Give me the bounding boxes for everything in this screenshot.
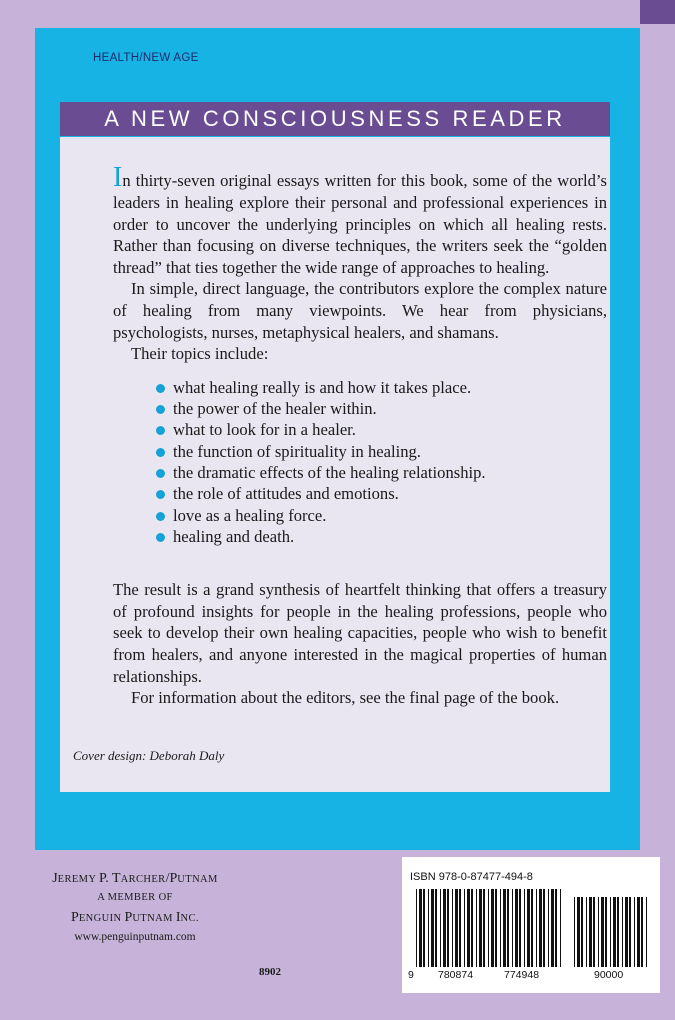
- paragraph-result: The result is a grand synthesis of heartfelt thinking that offers a treasury of profound insights for people in the healing professions, people who seek to develop their own healing capacities, people who wish to benefit from healers, and anyone interested in the magical properties of human relationships.: [113, 580, 607, 686]
- barcode-bar: [527, 889, 530, 967]
- barcode-bar: [464, 889, 465, 967]
- bullet-icon: [156, 512, 165, 521]
- publisher-name: JEREMY P. TARCHER/PUTNAM: [52, 871, 218, 886]
- list-item: the function of spirituality in healing.: [155, 441, 607, 462]
- barcode-bar: [629, 897, 631, 967]
- list-item: the power of the healer within.: [155, 398, 607, 419]
- barcode-bar: [641, 897, 643, 967]
- barcode-addon-digits: 90000: [594, 969, 624, 981]
- barcode-digits-left: 780874: [438, 969, 474, 981]
- publisher-member-line: A MEMBER OF: [97, 892, 173, 904]
- barcode-bar: [598, 897, 599, 967]
- list-item: love as a healing force.: [155, 505, 607, 526]
- bullet-icon: [156, 533, 165, 542]
- barcode-bar: [610, 897, 611, 967]
- barcode-bar: [646, 897, 647, 967]
- barcode-bar: [431, 889, 434, 967]
- list-item: what healing really is and how it takes place.: [155, 377, 607, 398]
- barcode-bar: [536, 889, 537, 967]
- barcode-bar: [560, 889, 561, 967]
- barcode-bar: [539, 889, 542, 967]
- barcode-bar: [601, 897, 604, 967]
- drop-cap: I: [113, 162, 123, 193]
- paragraph-editors: For information about the editors, see the final page of the book.: [131, 688, 560, 708]
- barcode-bar: [515, 889, 518, 967]
- barcode-digit-lead: 9: [408, 969, 414, 981]
- list-item: healing and death.: [155, 526, 607, 547]
- cover-design-credit: Cover design: Deborah Daly: [73, 748, 225, 763]
- publisher-website: www.penguinputnam.com: [74, 931, 196, 944]
- series-banner-text: A NEW CONSCIOUSNESS READER: [104, 106, 566, 131]
- paragraph-intro: In thirty-seven original essays written for this book, some of the world’s leaders in healing explore their personal and professional experiences in order to uncover the underlying principles on which all healing rests. Rather than focusing on diverse techniques, the writers seek the “golden thread” that ties together the wide range of approaches to healing.: [113, 162, 607, 277]
- barcode-bar: [467, 889, 470, 967]
- barcode-bar: [589, 897, 592, 967]
- barcode-bar: [476, 889, 477, 967]
- paragraph-topics-intro: Their topics include:: [131, 344, 269, 364]
- barcode-bar: [617, 897, 619, 967]
- barcode-bar: [625, 897, 628, 967]
- isbn-barcode: [402, 857, 660, 993]
- isbn-label: ISBN 978-0-87477-494-8: [410, 871, 533, 883]
- barcode-bar: [574, 897, 575, 967]
- price-code: 8902: [259, 966, 281, 978]
- publisher-block: [30, 869, 240, 947]
- barcode-bar: [507, 889, 509, 967]
- barcode-bar: [479, 889, 482, 967]
- barcode-bar: [577, 897, 580, 967]
- topics-list: [113, 377, 607, 547]
- bullet-icon: [156, 384, 165, 393]
- barcode-bar: [419, 889, 422, 967]
- barcode-bar: [459, 889, 461, 967]
- barcode-bar: [555, 889, 557, 967]
- barcode-bar: [581, 897, 583, 967]
- publisher-parent: PENGUIN PUTNAM INC.: [71, 909, 199, 925]
- top-right-purple-strip: [640, 0, 675, 24]
- barcode-bar: [593, 897, 595, 967]
- barcode-bar: [634, 897, 635, 967]
- bullet-icon: [156, 448, 165, 457]
- barcode-bar: [447, 889, 449, 967]
- barcode-bar: [471, 889, 473, 967]
- bullet-icon: [156, 490, 165, 499]
- list-item: what to look for in a healer.: [155, 419, 607, 440]
- barcode-bar: [605, 897, 607, 967]
- series-banner: [60, 102, 610, 136]
- barcode-bar: [503, 889, 506, 967]
- barcode-bar: [455, 889, 458, 967]
- bullet-icon: [156, 426, 165, 435]
- bullet-icon: [156, 405, 165, 414]
- barcode-bar: [531, 889, 533, 967]
- barcode-bar: [512, 889, 513, 967]
- barcode-bar: [495, 889, 497, 967]
- barcode-bar: [435, 889, 437, 967]
- barcode-bar: [440, 889, 441, 967]
- barcode-bar: [491, 889, 494, 967]
- barcode-bar: [443, 889, 446, 967]
- barcode-bar: [548, 889, 549, 967]
- barcode-bar: [622, 897, 623, 967]
- barcode-bar: [524, 889, 525, 967]
- barcode-bar: [428, 889, 429, 967]
- back-cover-copy: [113, 164, 607, 709]
- barcode-bar: [543, 889, 545, 967]
- barcode-bar: [637, 897, 640, 967]
- barcode-bar: [423, 889, 425, 967]
- barcode-bar: [551, 889, 554, 967]
- barcode-bar: [416, 889, 417, 967]
- barcode-bar: [586, 897, 587, 967]
- bullet-icon: [156, 469, 165, 478]
- list-item: the dramatic effects of the healing relationship.: [155, 462, 607, 483]
- paragraph-language: In simple, direct language, the contributors explore the complex nature of healing from many viewpoints. We hear from physicians, psychologists, nurses, metaphysical healers, and shamans.: [113, 279, 607, 342]
- barcode-bar: [488, 889, 489, 967]
- barcode-bar: [483, 889, 485, 967]
- category-label: HEALTH/NEW AGE: [93, 52, 199, 64]
- list-item: the role of attitudes and emotions.: [155, 483, 607, 504]
- barcode-bar: [500, 889, 501, 967]
- barcode-bar: [613, 897, 616, 967]
- barcode-digits-right: 774948: [504, 969, 540, 981]
- barcode-bar: [519, 889, 521, 967]
- barcode-bar: [452, 889, 453, 967]
